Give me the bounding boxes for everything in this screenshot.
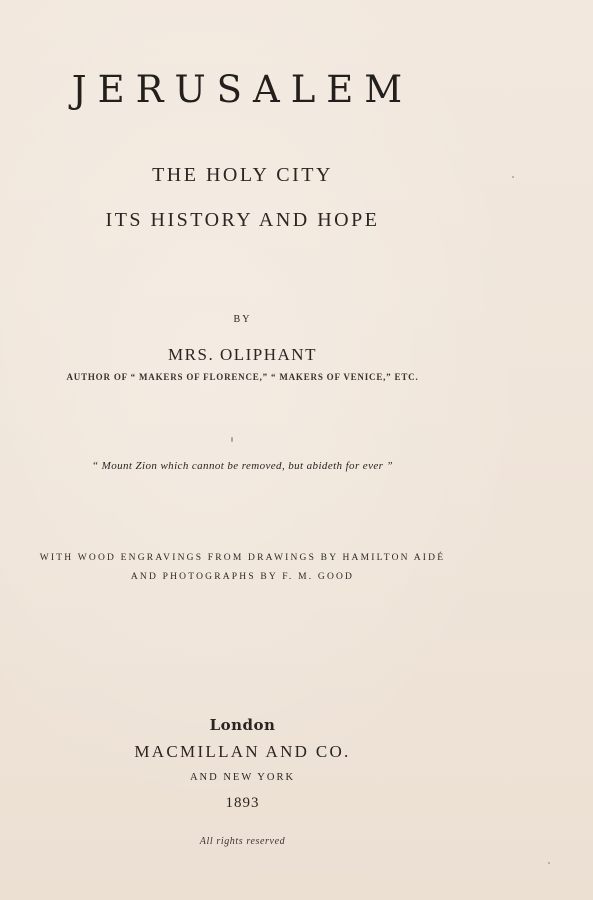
- illustrations-credit-line-1: WITH WOOD ENGRAVINGS FROM DRAWINGS BY HAMILTON AIDÉ: [39, 553, 446, 563]
- paper-speck: [548, 862, 550, 864]
- author-works: AUTHOR OF “ MAKERS OF FLORENCE,” “ MAKERS OF VENICE,” ETC.: [66, 372, 419, 382]
- rights-notice: All rights reserved: [199, 836, 286, 847]
- publisher: MACMILLAN AND CO.: [134, 742, 351, 761]
- publication-year: 1893: [225, 795, 260, 811]
- author-name: MRS. OLIPHANT: [168, 345, 317, 364]
- book-title: JERUSALEM: [71, 68, 414, 111]
- subtitle-line-2: ITS HISTORY AND HOPE: [105, 209, 380, 231]
- illustrations-credit-line-2: AND PHOTOGRAPHS BY F. M. GOOD: [130, 572, 355, 582]
- by-label: BY: [233, 314, 252, 325]
- epigraph: “ Mount Zion which cannot be removed, but abideth for ever ”: [91, 460, 393, 472]
- paper-speck: [231, 437, 233, 442]
- paper-speck: [512, 176, 514, 178]
- subtitle-line-1: THE HOLY CITY: [152, 164, 333, 186]
- publication-place: London: [209, 716, 276, 734]
- publication-place-secondary: AND NEW YORK: [189, 772, 296, 783]
